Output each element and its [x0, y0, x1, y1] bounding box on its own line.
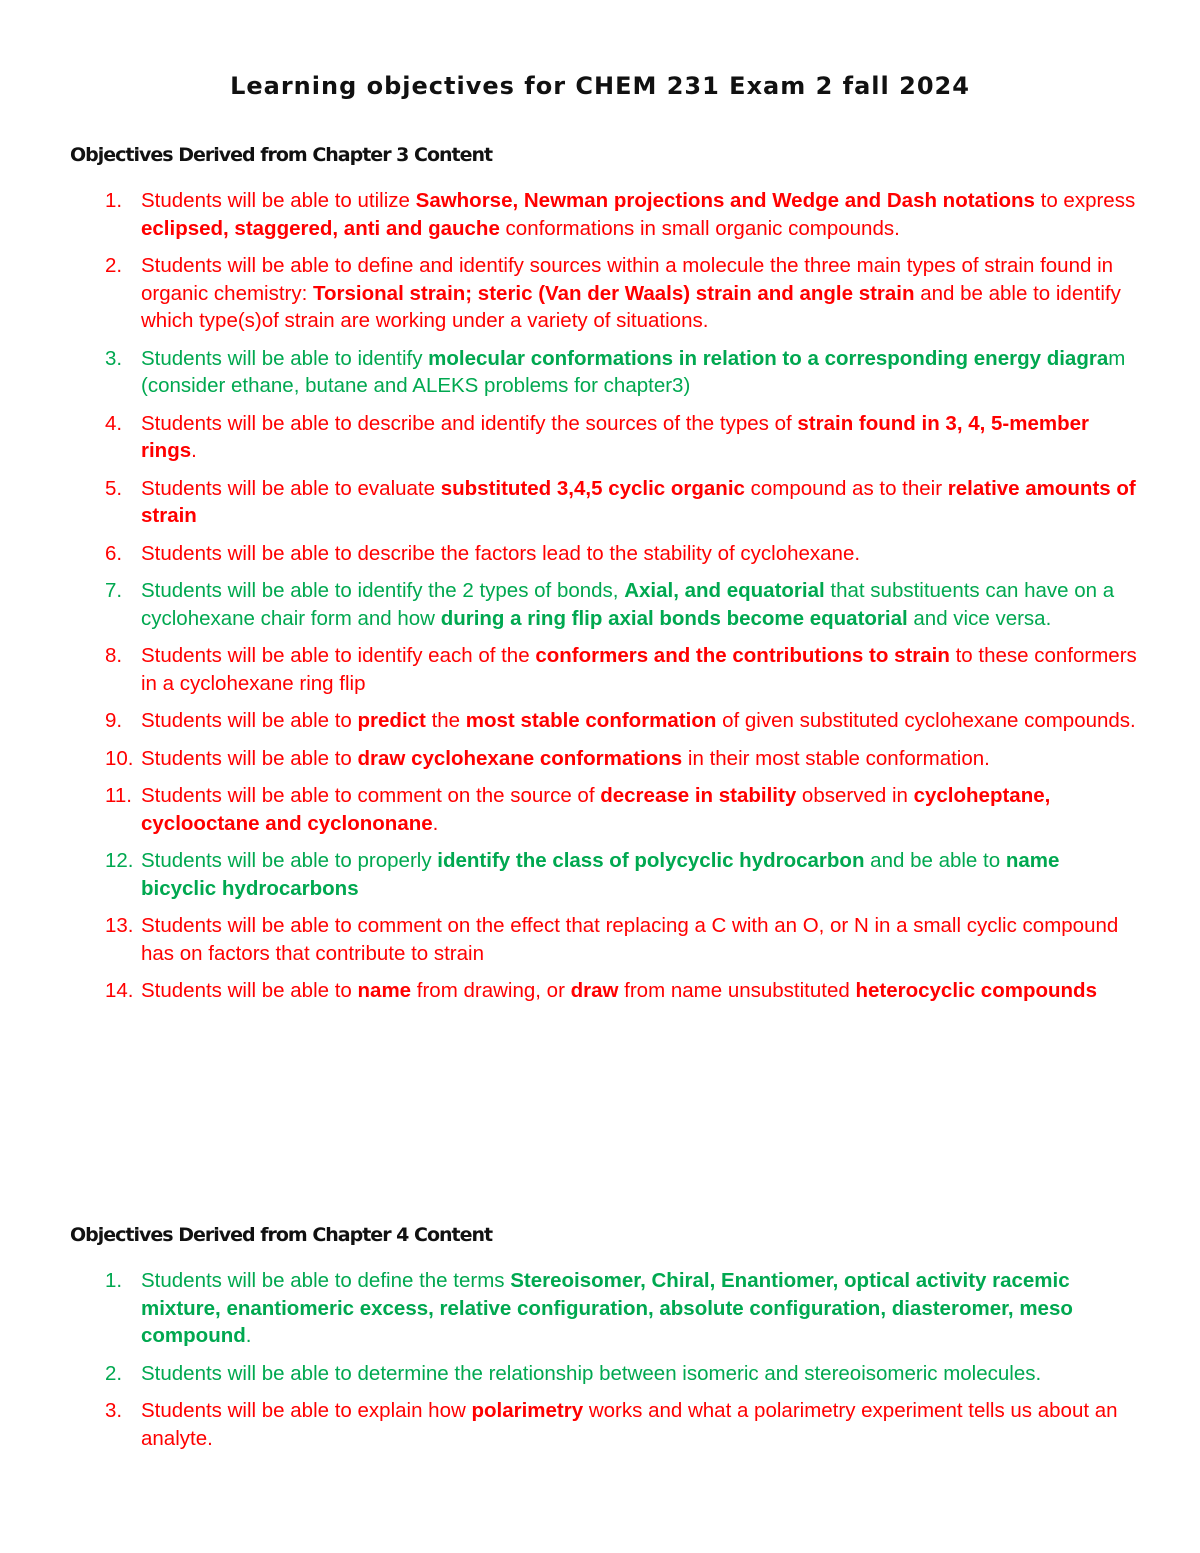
- objective-number: 1.: [105, 1269, 123, 1292]
- objective-item: [0, 540, 1200, 568]
- objective-item: [0, 782, 1200, 837]
- objective-text: of given substituted cyclohexane compounds.: [716, 709, 1136, 732]
- objective-item: [0, 642, 1200, 697]
- objective-number: 10.: [105, 746, 134, 770]
- objective-item: [0, 475, 1200, 530]
- objective-text: to these conformers in a cyclohexane ring flip: [141, 644, 1137, 695]
- objective-text: Students will be able to comment on the effect that replacing a C with an O, or N in a small cyclic compound has on factors that contribute to strain: [141, 914, 1119, 965]
- objective-number: 3.: [105, 346, 123, 370]
- objective-number: 4.: [105, 411, 123, 435]
- objective-emphasis: draw: [570, 979, 619, 1002]
- objective-text: Students will be able to identify the 2 types of bonds,: [141, 579, 625, 602]
- objective-text: m (consider ethane, butane and ALEKS problems for chapter3): [141, 346, 1126, 397]
- chapter-3-heading: Objectives Derived from Chapter 3 Content: [70, 144, 493, 166]
- objective-text: works and what a polarimetry experiment tells us about an analyte.: [141, 1399, 1118, 1450]
- objective-text: from drawing, or: [411, 979, 571, 1002]
- objective-text: conformations in small organic compounds.: [499, 216, 900, 240]
- page-title: Learning objectives for CHEM 231 Exam 2 fall 2024: [230, 72, 970, 100]
- objective-text: Students will be able to: [141, 746, 358, 770]
- objective-text: observed in: [796, 784, 914, 807]
- objective-emphasis: cycloheptane, cyclooctane and cyclononane: [141, 784, 1051, 835]
- objective-number: 2.: [105, 254, 123, 277]
- objective-text: Students will be able to describe and identify the sources of the types of: [141, 411, 798, 435]
- objective-text: from name unsubstituted: [618, 979, 856, 1002]
- objective-text: and be able to: [864, 849, 1006, 872]
- objective-number: 7.: [105, 579, 123, 602]
- objective-text: Students will be able to describe the factors lead to the stability of cyclohexane.: [141, 541, 861, 565]
- objective-text: Students will be able to: [141, 979, 358, 1002]
- objective-number: 14.: [105, 979, 134, 1002]
- objective-text: Students will be able to identify: [141, 346, 429, 370]
- objective-number: 5.: [105, 476, 123, 500]
- objective-text: that substituents can have on a cyclohexane chair form and how: [141, 579, 1115, 630]
- objective-text: .: [191, 439, 197, 462]
- objective-text: compound as to their: [744, 476, 948, 500]
- objective-item: [0, 707, 1200, 735]
- objective-emphasis: relative amounts of strain: [141, 476, 1136, 527]
- objective-emphasis: polarimetry: [471, 1399, 584, 1422]
- objective-number: 9.: [105, 709, 123, 732]
- objective-emphasis: during a ring flip axial bonds become equatorial: [440, 606, 908, 630]
- objective-text: Students will be able to: [141, 709, 358, 732]
- objective-emphasis: identify the class of polycyclic hydrocarbon: [437, 849, 865, 872]
- objective-text: Students will be able to define the terms: [141, 1269, 511, 1292]
- objective-emphasis: conformers and the contributions to strain: [535, 644, 950, 667]
- objective-item: [0, 410, 1200, 465]
- objective-item: [0, 1360, 1200, 1388]
- objective-emphasis: decrease in stability: [600, 784, 797, 807]
- objective-text: Students will be able to explain how: [141, 1399, 472, 1422]
- objective-emphasis: eclipsed, staggered, anti and gauche: [141, 216, 500, 240]
- objective-emphasis: name bicyclic hydrocarbons: [141, 849, 1060, 900]
- objective-number: 1.: [105, 189, 123, 212]
- objective-number: 6.: [105, 541, 123, 565]
- objective-number: 3.: [105, 1399, 123, 1422]
- objective-text: in their most stable conformation.: [682, 746, 990, 770]
- objective-emphasis: heterocyclic compounds: [855, 979, 1097, 1002]
- objective-emphasis: Torsional strain; steric (Van der Waals) strain and angle strain: [313, 281, 915, 305]
- objective-text: to express: [1034, 189, 1136, 212]
- objective-item: [0, 847, 1200, 902]
- objective-item: [0, 1267, 1200, 1350]
- objective-text: Students will be able to identify each of the: [141, 644, 536, 667]
- objective-text: and vice versa.: [907, 606, 1052, 630]
- objective-item: [0, 345, 1200, 400]
- objective-text: Students will be able to utilize: [141, 189, 416, 212]
- objective-text: .: [245, 1324, 252, 1347]
- objective-item: [0, 977, 1200, 1005]
- objective-emphasis: most stable conformation: [465, 709, 717, 732]
- objective-text: Students will be able to define and identify sources within a molecule the three main types of strain found in organic chemistry:: [141, 254, 1114, 305]
- objective-number: 2.: [105, 1361, 123, 1385]
- chapter-3-objectives-list: [0, 187, 1200, 1015]
- objective-number: 11.: [105, 784, 132, 807]
- chapter-4-objectives-list: [0, 1267, 1200, 1462]
- objective-item: [0, 577, 1200, 632]
- objective-emphasis: Stereoisomer, Chiral, Enantiomer, optical activity racemic mixture, enantiomeric excess, relative configuration, absolute configuration, diasteromer, meso compound: [141, 1269, 1073, 1347]
- objective-number: 8.: [105, 644, 123, 667]
- objective-emphasis: draw cyclohexane conformations: [357, 746, 683, 770]
- objective-emphasis: substituted 3,4,5 cyclic organic: [440, 476, 745, 500]
- objective-number: 12.: [105, 849, 134, 872]
- objective-text: and be able to identify which type(s)of strain are working under a variety of situations.: [141, 281, 1121, 332]
- chapter-4-heading: Objectives Derived from Chapter 4 Content: [70, 1224, 493, 1246]
- objective-item: [0, 912, 1200, 967]
- objective-emphasis: name: [357, 979, 412, 1002]
- objective-text: .: [432, 811, 439, 835]
- objective-text: Students will be able to properly: [141, 849, 438, 872]
- objective-item: [0, 252, 1200, 335]
- objective-emphasis: Sawhorse, Newman projections and Wedge and Dash notations: [415, 189, 1035, 212]
- objective-emphasis: strain found in 3, 4, 5-member rings: [141, 411, 1090, 462]
- objective-text: the: [425, 709, 466, 732]
- objective-text: Students will be able to determine the relationship between isomeric and stereoisomeric molecules.: [141, 1361, 1042, 1385]
- objective-emphasis: predict: [357, 709, 426, 732]
- objective-text: Students will be able to comment on the source of: [141, 784, 601, 807]
- objective-number: 13.: [105, 914, 134, 937]
- objective-item: [0, 745, 1200, 773]
- objective-text: Students will be able to evaluate: [141, 476, 441, 500]
- objective-item: [0, 187, 1200, 242]
- objective-emphasis: molecular conformations in relation to a corresponding energy diagra: [428, 346, 1109, 370]
- objective-emphasis: Axial, and equatorial: [624, 579, 825, 602]
- objective-item: [0, 1397, 1200, 1452]
